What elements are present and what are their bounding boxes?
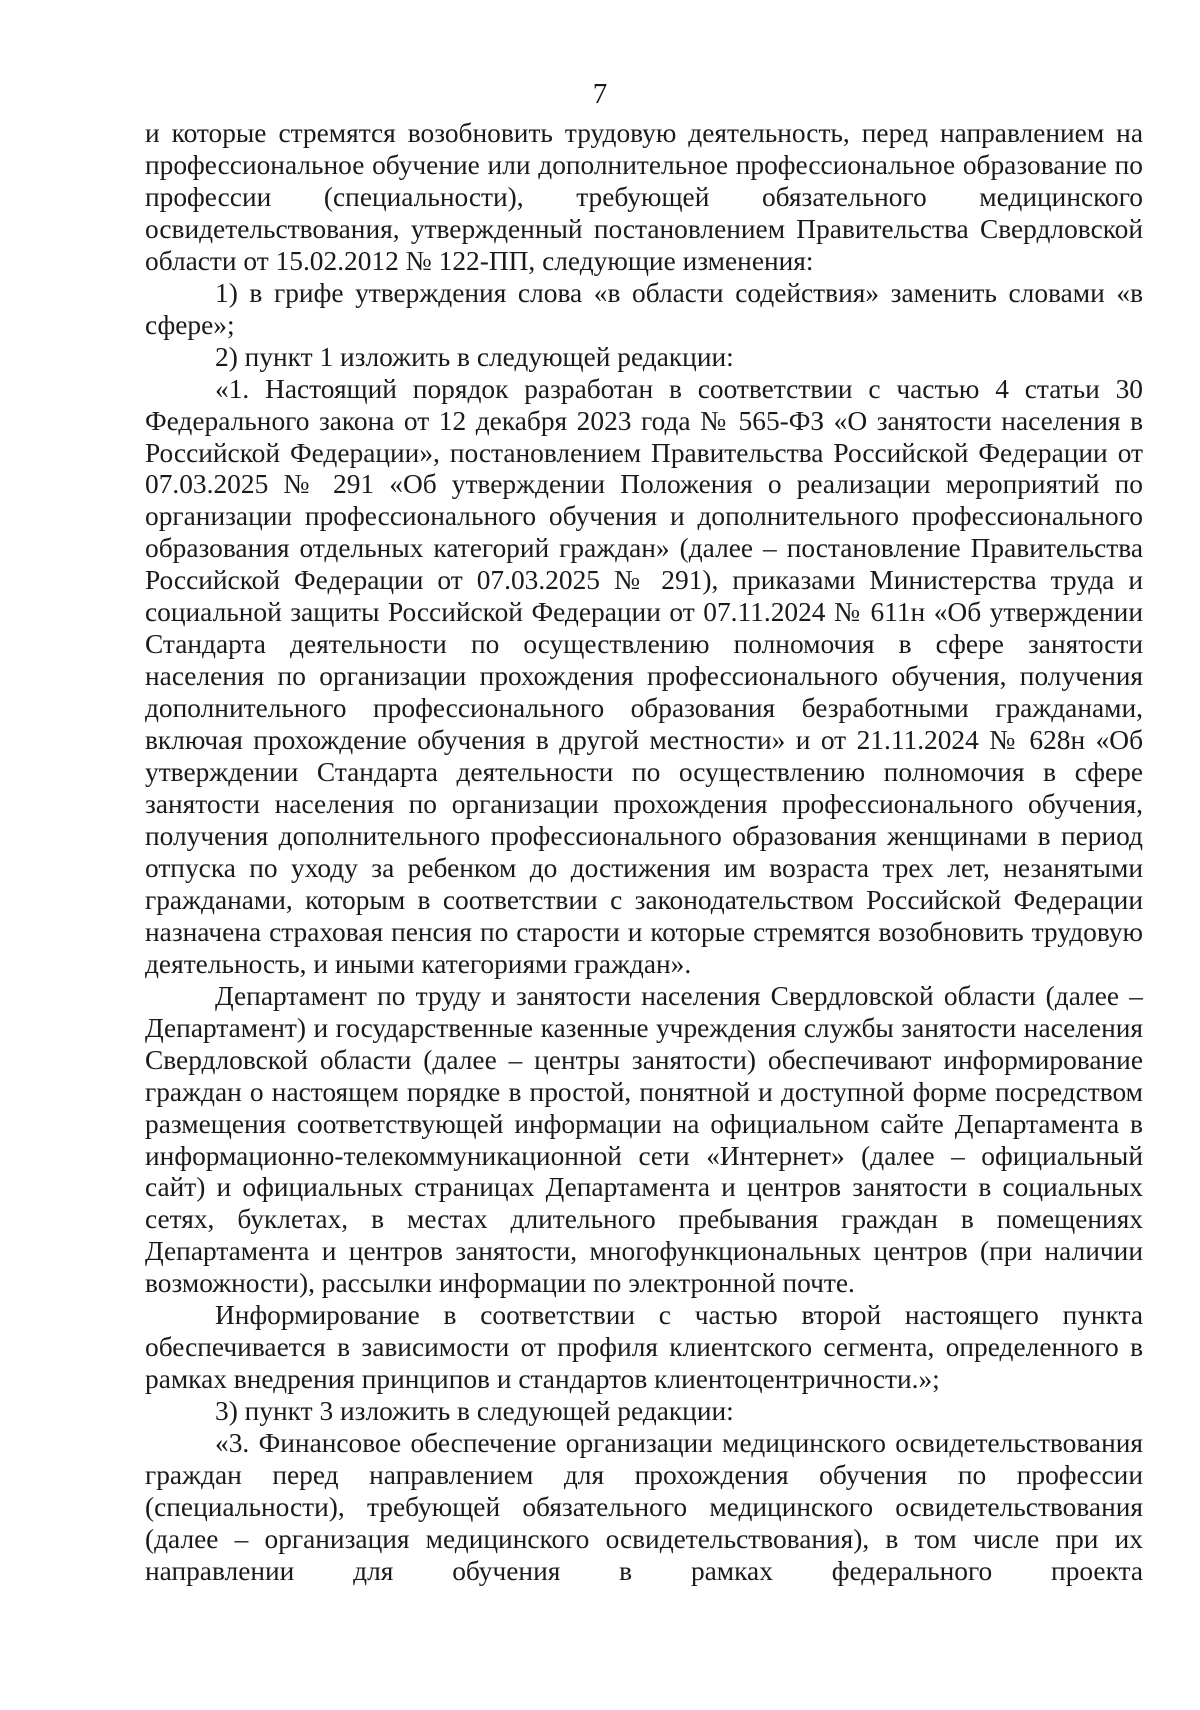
document-text: [145, 118, 1143, 1588]
paragraph-department: Департамент по труду и занятости населения Свердловской области (далее – Департамент) и государственные казенные учреждения службы занятости населения Свердловской области (далее – центры занятости) обеспечивают информирование граждан о настоящем порядке в простой, понятной и доступной форме посредством размещения соответствующей информации на официальном сайте Департамента в информационно-телекоммуникационной сети «Интернет» (далее – официальный сайт) и официальных страницах Департамента и центров занятости в социальных сетях, буклетах, в местах длительного пребывания граждан в помещениях Департамента и центров занятости, многофункциональных центров (при наличии возможности), рассылки информации по электронной почте.: [145, 980, 1143, 1299]
page-number: 7: [592, 78, 608, 110]
paragraph-clause-3: «3. Финансовое обеспечение организации медицинского освидетельствования граждан перед направлением для прохождения обучения по профессии (специальности), требующей обязательного медицинского освидетельствования (далее – организация медицинского освидетельствования), в том числе при их направлении для обучения в рамках федерального проекта: [145, 1428, 1143, 1586]
paragraph-informing: Информирование в соответствии с частью второй настоящего пункта обеспечивается в зависимости от профиля клиентского сегмента, определенного в рамках внедрения принципов и стандартов клиентоцентричности.»;: [145, 1300, 1143, 1395]
paragraph-item-1: 1) в грифе утверждения слова «в области содействия» заменить словами «в сфере»;: [145, 277, 1143, 340]
paragraph-item-3: 3) пункт 3 изложить в следующей редакции:: [215, 1396, 734, 1427]
paragraph-clause-1: «1. Настоящий порядок разработан в соответствии с частью 4 статьи 30 Федерального закона от 12 декабря 2023 года № 565-ФЗ «О занятости населения в Российской Федерации», постановлением Правительства Российской Федерации от 07.03.2025 № 291 «Об утверждении Положения о реализации мероприятий по организации профессионального обучения и дополнительного профессионального образования отдельных категорий граждан» (далее – постановление Правительства Российской Федерации от 07.03.2025 № 291), приказами Министерства труда и социальной защиты Российской Федерации от 07.11.2024 № 611н «Об утверждении Стандарта деятельности по осуществлению полномочия в сфере занятости населения по организации прохождения профессионального обучения, получения дополнительного профессионального образования безработными гражданами, включая прохождение обучения в другой местности» и от 21.11.2024 № 628н «Об утверждении Стандарта деятельности по осуществлению полномочия в сфере занятости населения по организации прохождения профессионального обучения, получения дополнительного профессионального образования женщинами в период отпуска по уходу за ребенком до достижения им возраста трех лет, незанятыми гражданами, которым в соответствии с законодательством Российской Федерации назначена страховая пенсия по старости и которые стремятся возобновить трудовую деятельность, и иными категориями граждан».: [145, 373, 1143, 979]
paragraph-continuation: и которые стремятся возобновить трудовую деятельность, перед направлением на профессиональное обучение или дополнительное профессиональное образование по профессии (специальности), требующей обязательного медицинского освидетельствования, утвержденный постановлением Правительства Свердловской области от 15.02.2012 № 122-ПП, следующие изменения:: [145, 118, 1143, 276]
paragraph-item-2: 2) пункт 1 изложить в следующей редакции:: [215, 341, 734, 372]
